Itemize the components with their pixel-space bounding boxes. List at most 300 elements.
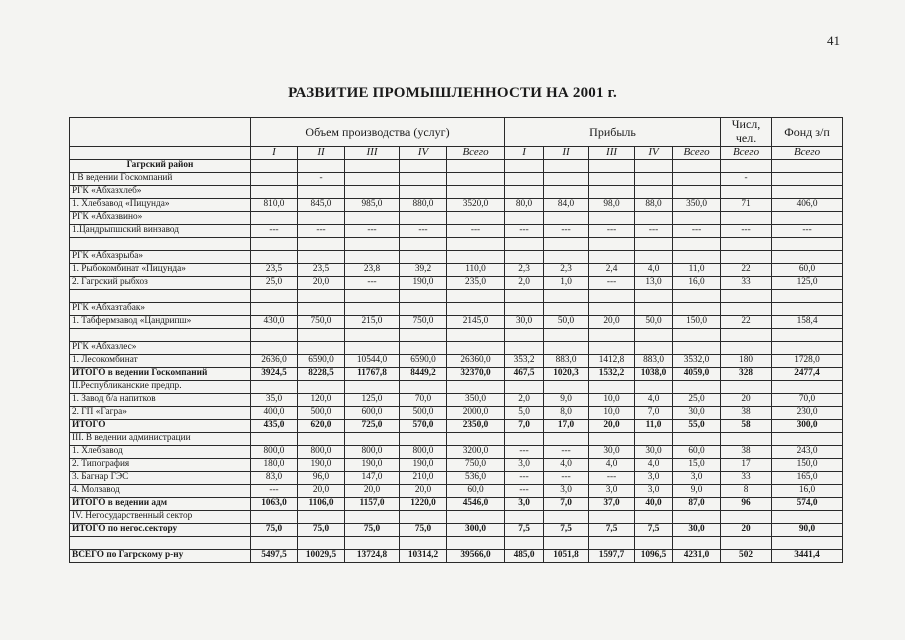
table-cell: 800,0 — [298, 445, 345, 458]
table-cell: 4546,0 — [447, 497, 505, 510]
table-cell: 235,0 — [447, 276, 505, 289]
table-cell: 180,0 — [251, 458, 298, 471]
table-cell — [345, 172, 400, 185]
table-cell — [298, 237, 345, 250]
table-cell: 17,0 — [544, 419, 589, 432]
row-label: РГК «Абхазвино» — [70, 211, 251, 224]
table-cell — [772, 185, 843, 198]
table-cell — [589, 380, 635, 393]
table-cell: 9,0 — [544, 393, 589, 406]
table-cell — [673, 211, 721, 224]
table-cell: 38 — [721, 445, 772, 458]
table-cell — [345, 328, 400, 341]
row-label: 2. Типография — [70, 458, 251, 471]
table-cell — [447, 250, 505, 263]
table-row — [70, 224, 843, 237]
header-volume: Объем производства (услуг) — [251, 118, 505, 147]
table-cell: 7,5 — [635, 523, 673, 536]
table-cell — [400, 289, 447, 302]
table-cell: 3,0 — [589, 484, 635, 497]
subheader-vol-total: Всего — [447, 146, 505, 159]
table-cell — [447, 432, 505, 445]
subheader-profit-q2: II — [544, 146, 589, 159]
table-cell: 883,0 — [635, 354, 673, 367]
table-cell: 22 — [721, 263, 772, 276]
table-cell: 23,8 — [345, 263, 400, 276]
table-cell: 1412,8 — [589, 354, 635, 367]
table-cell — [298, 380, 345, 393]
table-cell: --- — [635, 224, 673, 237]
table-cell: 20,0 — [400, 484, 447, 497]
table-cell: 2,4 — [589, 263, 635, 276]
table-cell — [635, 302, 673, 315]
table-cell: 350,0 — [447, 393, 505, 406]
table-cell — [505, 536, 544, 549]
table-cell: 750,0 — [400, 315, 447, 328]
table-cell — [251, 328, 298, 341]
page-number: 41 — [827, 33, 840, 48]
table-cell: 165,0 — [772, 471, 843, 484]
table-cell: 84,0 — [544, 198, 589, 211]
table-cell: 90,0 — [772, 523, 843, 536]
row-label: 1. Табфермзавод «Цандрипш» — [70, 315, 251, 328]
table-cell: 3520,0 — [447, 198, 505, 211]
table-cell: 3,0 — [635, 471, 673, 484]
table-cell — [635, 289, 673, 302]
table-cell: --- — [589, 471, 635, 484]
table-cell — [721, 289, 772, 302]
table-cell — [544, 536, 589, 549]
table-cell — [721, 510, 772, 523]
table-cell — [345, 510, 400, 523]
header-empty-cell — [70, 146, 251, 159]
table-cell: 25,0 — [251, 276, 298, 289]
table-cell — [544, 341, 589, 354]
table-cell: 32370,0 — [447, 367, 505, 380]
table-cell: 13724,8 — [345, 549, 400, 562]
table-cell — [772, 289, 843, 302]
table-cell — [447, 237, 505, 250]
table-cell: 38 — [721, 406, 772, 419]
table-cell: 4231,0 — [673, 549, 721, 562]
table-cell — [589, 510, 635, 523]
table-cell: 1038,0 — [635, 367, 673, 380]
row-label: III. В ведении администрации — [70, 432, 251, 445]
table-cell: 3,0 — [505, 458, 544, 471]
table-cell — [721, 159, 772, 172]
table-cell: 620,0 — [298, 419, 345, 432]
table-cell: 7,5 — [544, 523, 589, 536]
table-cell: 11767,8 — [345, 367, 400, 380]
table-row — [70, 263, 843, 276]
table-cell — [772, 159, 843, 172]
table-cell — [298, 510, 345, 523]
page-title: РАЗВИТИЕ ПРОМЫШЛЕННОСТИ НА 2001 г. — [288, 85, 617, 101]
table-cell — [298, 432, 345, 445]
row-label: 1. Хлебзавод «Пицунда» — [70, 198, 251, 211]
table-cell: 9,0 — [673, 484, 721, 497]
table-cell: 150,0 — [673, 315, 721, 328]
table-cell — [505, 380, 544, 393]
table-cell: 60,0 — [673, 445, 721, 458]
table-cell — [589, 341, 635, 354]
table-cell — [298, 185, 345, 198]
table-cell — [635, 536, 673, 549]
table-cell: 23,5 — [298, 263, 345, 276]
table-cell: 243,0 — [772, 445, 843, 458]
table-row — [70, 302, 843, 315]
table-cell — [673, 432, 721, 445]
table-cell — [544, 328, 589, 341]
table-cell: 2,3 — [544, 263, 589, 276]
table-cell — [345, 159, 400, 172]
table-cell — [345, 211, 400, 224]
table-cell — [673, 302, 721, 315]
table-cell: 15,0 — [673, 458, 721, 471]
table-cell: 8449,2 — [400, 367, 447, 380]
table-cell: 125,0 — [345, 393, 400, 406]
table-cell — [447, 172, 505, 185]
table-cell: 190,0 — [298, 458, 345, 471]
table-cell: --- — [345, 276, 400, 289]
table-cell — [772, 328, 843, 341]
row-label: 1. Рыбокомбинат «Пицунда» — [70, 263, 251, 276]
table-row — [70, 471, 843, 484]
table-cell — [251, 237, 298, 250]
table-cell: 180 — [721, 354, 772, 367]
table-cell: --- — [447, 224, 505, 237]
table-cell: 1020,3 — [544, 367, 589, 380]
table-cell — [589, 302, 635, 315]
row-label: РГК «Абхазтабак» — [70, 302, 251, 315]
table-cell: 500,0 — [400, 406, 447, 419]
table-cell: 4,0 — [635, 263, 673, 276]
table-cell — [447, 159, 505, 172]
table-cell: 16,0 — [673, 276, 721, 289]
table-cell: 5497,5 — [251, 549, 298, 562]
table-cell: 400,0 — [251, 406, 298, 419]
table-cell: 7,5 — [505, 523, 544, 536]
table-cell — [447, 289, 505, 302]
table-cell: 110,0 — [447, 263, 505, 276]
table-cell — [505, 211, 544, 224]
table-cell: 210,0 — [400, 471, 447, 484]
table-cell: --- — [251, 224, 298, 237]
row-label — [70, 536, 251, 549]
table-cell — [400, 328, 447, 341]
table-cell — [589, 250, 635, 263]
table-cell: 2145,0 — [447, 315, 505, 328]
table-cell — [505, 250, 544, 263]
table-cell — [721, 536, 772, 549]
table-cell — [635, 159, 673, 172]
table-cell: --- — [589, 224, 635, 237]
table-cell: 96 — [721, 497, 772, 510]
table-cell — [400, 185, 447, 198]
table-cell: 6590,0 — [298, 354, 345, 367]
table-cell — [298, 536, 345, 549]
table-cell — [589, 237, 635, 250]
table-cell — [544, 289, 589, 302]
table-cell — [345, 341, 400, 354]
table-row — [70, 354, 843, 367]
table-cell: 985,0 — [345, 198, 400, 211]
table-cell — [635, 250, 673, 263]
table-cell: 10029,5 — [298, 549, 345, 562]
table-cell: --- — [505, 484, 544, 497]
table-cell — [589, 211, 635, 224]
table-cell — [505, 341, 544, 354]
table-cell — [298, 302, 345, 315]
table-cell: 87,0 — [673, 497, 721, 510]
table-cell — [447, 380, 505, 393]
table-cell — [589, 185, 635, 198]
table-cell: 20,0 — [298, 484, 345, 497]
table-cell: 75,0 — [400, 523, 447, 536]
table-cell — [673, 237, 721, 250]
table-cell: 20,0 — [589, 419, 635, 432]
table-cell: 33 — [721, 471, 772, 484]
table-cell: 1728,0 — [772, 354, 843, 367]
table-cell — [505, 172, 544, 185]
subheader-vol-q1: I — [251, 146, 298, 159]
table-cell: 75,0 — [298, 523, 345, 536]
table-cell: --- — [544, 224, 589, 237]
row-label: ИТОГО в ведении Госкомпаний — [70, 367, 251, 380]
table-cell — [635, 211, 673, 224]
table-row — [70, 536, 843, 549]
table-row — [70, 510, 843, 523]
table-cell — [400, 302, 447, 315]
table-cell: 3,0 — [673, 471, 721, 484]
table-row — [70, 315, 843, 328]
row-label: Гагрский район — [70, 159, 251, 172]
table-cell — [673, 341, 721, 354]
table-cell — [772, 211, 843, 224]
table-cell — [673, 172, 721, 185]
subheader-profit-q4: IV — [635, 146, 673, 159]
table-cell — [635, 341, 673, 354]
table-cell — [345, 432, 400, 445]
header-count: Числ, чел. — [721, 118, 772, 147]
table-cell — [589, 536, 635, 549]
table-cell — [298, 341, 345, 354]
table-cell — [400, 536, 447, 549]
table-cell: 30,0 — [505, 315, 544, 328]
table-cell: 20,0 — [345, 484, 400, 497]
table-cell — [544, 432, 589, 445]
table-cell: 17 — [721, 458, 772, 471]
table-cell — [589, 432, 635, 445]
table-cell: 435,0 — [251, 419, 298, 432]
table-cell: 1157,0 — [345, 497, 400, 510]
table-cell: 96,0 — [298, 471, 345, 484]
table-cell: 60,0 — [772, 263, 843, 276]
table-cell: 88,0 — [635, 198, 673, 211]
table-cell: 4,0 — [544, 458, 589, 471]
table-cell: 3441,4 — [772, 549, 843, 562]
table-cell — [251, 536, 298, 549]
table-cell — [345, 302, 400, 315]
table-cell — [544, 510, 589, 523]
table-cell: 215,0 — [345, 315, 400, 328]
table-cell: 1532,2 — [589, 367, 635, 380]
table-cell — [251, 250, 298, 263]
table-cell — [772, 172, 843, 185]
table-cell — [447, 341, 505, 354]
table-cell — [298, 289, 345, 302]
table-cell — [400, 380, 447, 393]
table-cell — [544, 159, 589, 172]
table-cell — [298, 328, 345, 341]
table-row — [70, 237, 843, 250]
table-cell: 2636,0 — [251, 354, 298, 367]
table-row — [70, 367, 843, 380]
table-cell — [505, 302, 544, 315]
table-row — [70, 276, 843, 289]
table-cell: --- — [251, 484, 298, 497]
table-cell: 3532,0 — [673, 354, 721, 367]
table-cell: 75,0 — [345, 523, 400, 536]
table-cell: 147,0 — [345, 471, 400, 484]
table-cell: 4,0 — [635, 393, 673, 406]
table-cell: 4,0 — [589, 458, 635, 471]
row-label: РГК «Абхазрыба» — [70, 250, 251, 263]
table-cell: 158,4 — [772, 315, 843, 328]
table-cell: 26360,0 — [447, 354, 505, 367]
subheader-profit-q3: III — [589, 146, 635, 159]
row-label: 1. Завод б/а напитков — [70, 393, 251, 406]
table-cell: 37,0 — [589, 497, 635, 510]
table-cell: 98,0 — [589, 198, 635, 211]
row-label: IV. Негосударственный сектор — [70, 510, 251, 523]
table-cell: 10,0 — [589, 406, 635, 419]
table-cell: 2477,4 — [772, 367, 843, 380]
table-cell — [447, 510, 505, 523]
table-cell: 20,0 — [589, 315, 635, 328]
table-cell — [447, 185, 505, 198]
table-cell: 750,0 — [298, 315, 345, 328]
table-cell — [447, 211, 505, 224]
table-cell — [721, 250, 772, 263]
table-cell: 22 — [721, 315, 772, 328]
table-cell: --- — [505, 471, 544, 484]
table-cell — [298, 159, 345, 172]
table-cell: 190,0 — [400, 276, 447, 289]
table-cell — [251, 289, 298, 302]
table-cell — [544, 185, 589, 198]
table-row — [70, 341, 843, 354]
table-cell: 10314,2 — [400, 549, 447, 562]
table-cell — [251, 185, 298, 198]
table-cell — [673, 328, 721, 341]
table-cell: 80,0 — [505, 198, 544, 211]
header-row-main — [70, 118, 843, 147]
table-cell: --- — [673, 224, 721, 237]
table-cell — [635, 185, 673, 198]
table-cell — [635, 172, 673, 185]
table-row — [70, 432, 843, 445]
table-cell — [772, 510, 843, 523]
row-label: 1.Цандрыпшский винзавод — [70, 224, 251, 237]
table-cell: 75,0 — [251, 523, 298, 536]
table-cell: 150,0 — [772, 458, 843, 471]
table-cell: 4059,0 — [673, 367, 721, 380]
subheader-vol-q3: III — [345, 146, 400, 159]
table-cell: 8228,5 — [298, 367, 345, 380]
table-cell — [505, 510, 544, 523]
table-cell — [544, 380, 589, 393]
table-cell — [505, 289, 544, 302]
row-label: 2. Гагрский рыбхоз — [70, 276, 251, 289]
table-cell — [635, 328, 673, 341]
table-cell — [447, 302, 505, 315]
table-cell: 353,2 — [505, 354, 544, 367]
table-row — [70, 198, 843, 211]
table-row — [70, 159, 843, 172]
subheader-profit-total: Всего — [673, 146, 721, 159]
row-label: 1. Лесокомбинат — [70, 354, 251, 367]
header-fund: Фонд з/п — [772, 118, 843, 147]
table-cell — [544, 211, 589, 224]
table-cell — [447, 536, 505, 549]
table-cell — [345, 380, 400, 393]
table-cell: 1,0 — [544, 276, 589, 289]
table-cell: 70,0 — [400, 393, 447, 406]
table-cell: 2,0 — [505, 276, 544, 289]
table-cell: 4,0 — [635, 458, 673, 471]
table-cell: 574,0 — [772, 497, 843, 510]
header-profit: Прибыль — [505, 118, 721, 147]
table-row — [70, 484, 843, 497]
table-cell: 2000,0 — [447, 406, 505, 419]
row-label — [70, 237, 251, 250]
table-cell — [345, 185, 400, 198]
table-cell: --- — [505, 224, 544, 237]
table-cell: 40,0 — [635, 497, 673, 510]
table-cell — [772, 432, 843, 445]
table-cell — [447, 328, 505, 341]
table-row — [70, 406, 843, 419]
table-cell: 30,0 — [673, 523, 721, 536]
table-cell — [345, 250, 400, 263]
table-cell: 120,0 — [298, 393, 345, 406]
table-cell: 7,0 — [635, 406, 673, 419]
table-cell — [721, 211, 772, 224]
table-cell: --- — [544, 471, 589, 484]
table-cell: 30,0 — [589, 445, 635, 458]
table-cell: 10544,0 — [345, 354, 400, 367]
table-cell: 750,0 — [447, 458, 505, 471]
row-label: I В ведении Госкомпаний — [70, 172, 251, 185]
table-row — [70, 328, 843, 341]
table-cell: 190,0 — [345, 458, 400, 471]
table-cell: 500,0 — [298, 406, 345, 419]
table-cell — [400, 510, 447, 523]
table-cell — [721, 432, 772, 445]
table-cell: 25,0 — [673, 393, 721, 406]
table-cell — [721, 302, 772, 315]
row-label: ИТОГО — [70, 419, 251, 432]
table-cell: - — [721, 172, 772, 185]
row-label: ВСЕГО по Гагрскому р-ну — [70, 549, 251, 562]
table-cell: 1106,0 — [298, 497, 345, 510]
table-cell — [400, 211, 447, 224]
industry-table — [69, 117, 843, 563]
table-cell — [544, 250, 589, 263]
table-cell: --- — [544, 445, 589, 458]
row-label: РГК «Абхазлес» — [70, 341, 251, 354]
